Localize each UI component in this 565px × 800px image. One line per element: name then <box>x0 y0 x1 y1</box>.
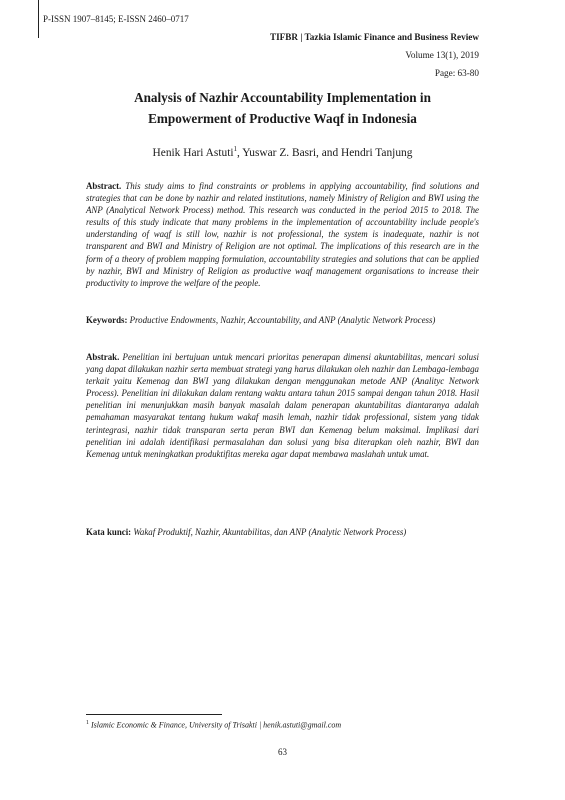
issn-line: P-ISSN 1907–8145; E-ISSN 2460–0717 <box>43 14 189 24</box>
journal-volume: Volume 13(1), 2019 <box>405 50 479 60</box>
abstract-text: This study aims to find constraints or problems in applying accountability, find solutions and strategies that can be done by nazhir and related institutions, namely Ministry of Religion and BWI using the ANP (Analytical Network Process) method. This research was conducted in the period 2015 to 2018. The results of this study indicate that many problems in the implementation of accountability include people's understanding of waqf is still low, nazhir is not professional, the system is inadequate, nazhir is not transparent and BWI and Ministry of Religion are not optimal. The implications of this research are in the form of a theory of problem mapping formulation, accountability strategies and solutions that can be applied by nazhir, BWI and Ministry of Religion as productive waqf management organisations to increase their productivity to improve the welfare of the people. <box>86 181 480 288</box>
footnote-rule <box>86 714 222 715</box>
title-line-2: Empowerment of Productive Waqf in Indonesia <box>148 111 417 126</box>
footnote-text: Islamic Economic & Finance, University of Trisakti | henik.astuti@gmail.com <box>91 720 342 730</box>
kata-kunci-label: Kata kunci: <box>86 527 132 537</box>
page-range: Page: 63-80 <box>434 68 479 78</box>
title-line-1: Analysis of Nazhir Accountability Implementation in <box>134 90 431 105</box>
abstract-english <box>86 180 479 289</box>
author-primary: Henik Hari Astuti <box>152 146 234 159</box>
keywords-label: Keywords: <box>86 315 128 325</box>
keywords-indonesian <box>86 526 479 538</box>
kata-kunci-text: Wakaf Produktif, Nazhir, Akuntabilitas, dan ANP (Analytic Network Process) <box>133 527 407 537</box>
author-affiliation-marker: 1 <box>233 145 238 153</box>
keywords-text: Productive Endowments, Nazhir, Accountability, and ANP (Analytic Network Process) <box>129 315 436 325</box>
margin-rule <box>38 0 39 38</box>
abstract-indonesian <box>86 351 479 460</box>
page-number: 63 <box>278 747 287 757</box>
footnote-marker: 1 <box>86 720 89 726</box>
abstract-label: Abstract. <box>86 181 122 191</box>
abstrak-text: Penelitian ini bertujuan untuk mencari prioritas penerapan dimensi akuntabilitas, mencari solusi yang dapat dilakukan nazhir serta membuat strategi yang harus dilakukan oleh nazhir dan Lembaga-lembaga terkait yaitu Kemenag dan BWI yang dilakukan dengan menggunakan metode ANP (Analityc Network Process). Penelitian ini dilakukan dalam rentang waktu antara tahun 2015 sampai dengan tahun 2018. Hasil penelitian ini menunjukkan masih banyak masalah dalam penerapan akuntabilitas diantaranya adalah pemahaman masyarakat tentang hukum wakaf masih lemah, nazhir tidak professional, sistem yang tidak terintegrasi, nazhir tidak transparan serta peran BWI dan Kemenag belum maksimal. Implikasi dari penelitian ini adalah identifikasi permasalahan dan solusi yang bisa diterapkan oleh nazhir, BWI dan Kemenag untuk meningkatkan produktifitas mereka agar dapat membawa maslahah untuk umat. <box>86 352 480 459</box>
author-list <box>60 145 505 159</box>
footnote <box>86 720 341 730</box>
paper-title <box>60 87 505 129</box>
abstrak-label: Abstrak. <box>86 352 120 362</box>
keywords-english <box>86 314 479 326</box>
journal-name: TIFBR | Tazkia Islamic Finance and Business Review <box>269 32 479 42</box>
author-others: , Yuswar Z. Basri, and Hendri Tanjung <box>237 146 413 159</box>
